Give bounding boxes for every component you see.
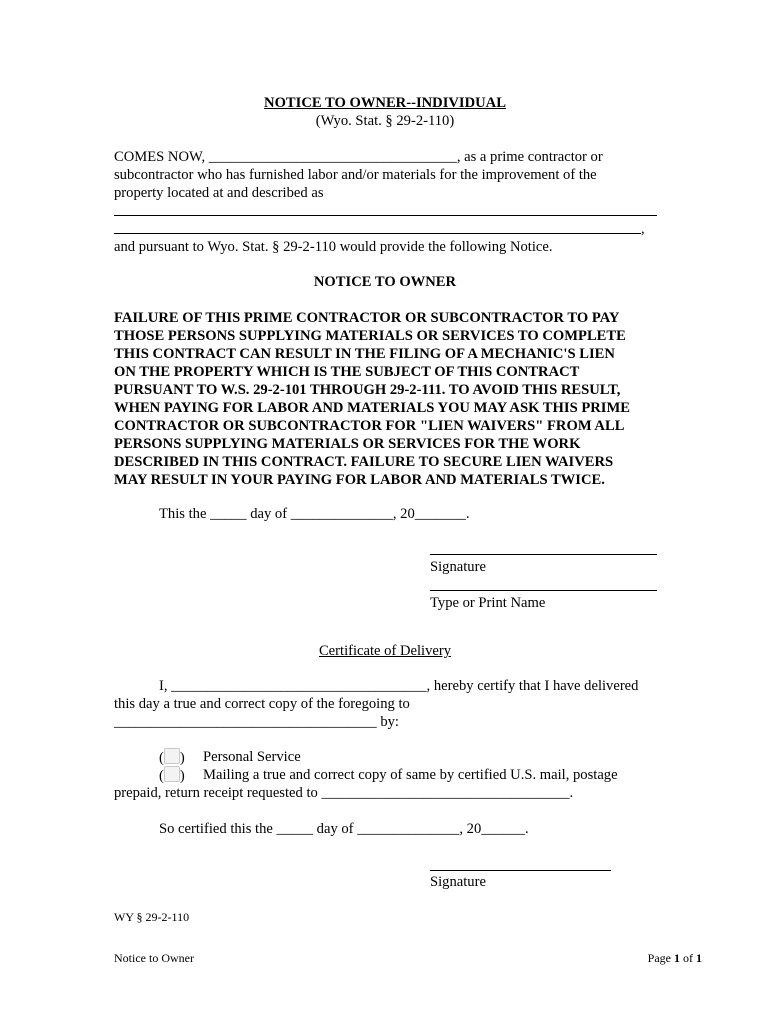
paren-close: )	[179, 768, 185, 784]
date-line: This the _____ day of ______________, 20_______.	[159, 506, 470, 522]
signature-label-2: Signature	[430, 874, 486, 890]
paren-close: )	[179, 750, 185, 766]
paren-open: (	[159, 750, 164, 766]
certificate-line-2: this day a true and correct copy of the foregoing to	[114, 696, 410, 712]
warning-line: DESCRIBED IN THIS CONTRACT. FAILURE TO SECURE LIEN WAIVERS	[114, 454, 614, 470]
certified-mail-label: Mailing a true and correct copy of same by certified U.S. mail, postage	[203, 767, 618, 783]
footer-document-name: Notice to Owner	[114, 951, 194, 965]
option-personal-service[interactable]	[159, 748, 185, 767]
property-blank-line-1	[114, 215, 657, 216]
warning-line: PURSUANT TO W.S. 29-2-101 THROUGH 29-2-111. TO AVOID THIS RESULT,	[114, 382, 621, 398]
warning-line: CONTRACTOR OR SUBCONTRACTOR FOR "LIEN WAIVERS" FROM ALL	[114, 418, 625, 434]
warning-line: FAILURE OF THIS PRIME CONTRACTOR OR SUBCONTRACTOR TO PAY	[114, 310, 620, 326]
warning-line: PERSONS SUPPLYING MATERIALS OR SERVICES FOR THE WORK	[114, 436, 581, 452]
certified-mail-label-2: prepaid, return receipt requested to __________________________________.	[114, 785, 574, 801]
page-total: 1	[696, 951, 702, 965]
page-prefix: Page	[647, 951, 674, 965]
property-blank-line-2	[114, 233, 641, 234]
notice-heading: NOTICE TO OWNER	[313, 274, 457, 290]
paren-open: (	[159, 768, 164, 784]
print-name-line	[430, 590, 657, 591]
page-of: of	[680, 951, 696, 965]
page-num: 1	[674, 951, 680, 965]
warning-line: ON THE PROPERTY WHICH IS THE SUBJECT OF THIS CONTRACT	[114, 364, 580, 380]
warning-line: THIS CONTRACT CAN RESULT IN THE FILING OF A MECHANIC'S LIEN	[114, 346, 615, 362]
warning-line: THOSE PERSONS SUPPLYING MATERIALS OR SERVICES TO COMPLETE	[114, 328, 626, 344]
document-title: NOTICE TO OWNER--INDIVIDUAL	[264, 95, 506, 111]
personal-service-checkbox[interactable]	[164, 748, 180, 764]
footer-page-number	[648, 949, 702, 967]
intro-line-2: subcontractor who has furnished labor and/or materials for the improvement of the	[114, 167, 597, 183]
certificate-line-3: ____________________________________ by:	[114, 714, 399, 730]
intro-line-1: COMES NOW, __________________________________, as a prime contractor or	[114, 149, 603, 165]
signature-label: Signature	[430, 559, 486, 575]
property-comma: ,	[641, 221, 645, 237]
certified-date-line: So certified this the _____ day of ______________, 20______.	[159, 821, 529, 837]
pursuant-line: and pursuant to Wyo. Stat. § 29-2-110 would provide the following Notice.	[114, 239, 553, 255]
print-name-label: Type or Print Name	[430, 595, 546, 611]
personal-service-label: Personal Service	[203, 749, 301, 765]
warning-line: MAY RESULT IN YOUR PAYING FOR LABOR AND MATERIALS TWICE.	[114, 472, 605, 488]
warning-line: WHEN PAYING FOR LABOR AND MATERIALS YOU MAY ASK THIS PRIME	[114, 400, 630, 416]
certificate-line-1: I, ___________________________________, hereby certify that I have delivered	[159, 678, 639, 694]
option-certified-mail[interactable]	[159, 766, 185, 785]
signature-line	[430, 554, 657, 555]
certificate-heading: Certificate of Delivery	[318, 643, 452, 659]
statute-footer: WY § 29-2-110	[114, 910, 190, 924]
statute-reference: (Wyo. Stat. § 29-2-110)	[315, 113, 455, 129]
certified-mail-checkbox[interactable]	[164, 766, 180, 782]
signature-line-2	[430, 870, 611, 871]
intro-line-3: property located at and described as	[114, 185, 324, 201]
